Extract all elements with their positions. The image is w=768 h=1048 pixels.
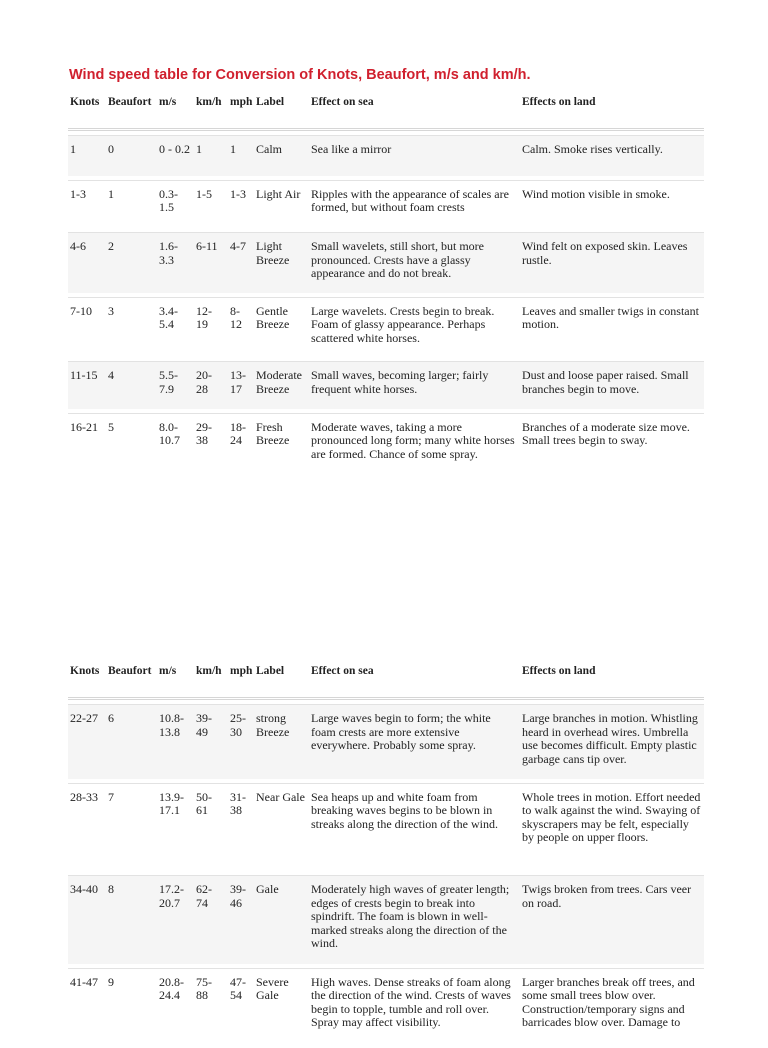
cell-mph: 18- 24 xyxy=(228,413,254,473)
table-row xyxy=(68,136,704,176)
wind-table-1 xyxy=(68,96,704,473)
cell-knots: 34-40 xyxy=(68,876,106,964)
cell-effect-land: Leaves and smaller twigs in constant motion. xyxy=(520,297,704,357)
cell-knots: 1-3 xyxy=(68,180,106,228)
table-row xyxy=(68,362,704,409)
cell-mph: 1 xyxy=(228,136,254,176)
cell-effect-sea: Large wavelets. Crests begin to break. Foam of glassy appearance. Perhaps scattered white horses. xyxy=(309,297,520,357)
cell-beaufort: 6 xyxy=(106,705,157,779)
header-label: Label xyxy=(254,96,309,130)
header-kmh: km/h xyxy=(194,665,228,699)
cell-ms: 8.0- 10.7 xyxy=(157,413,194,473)
cell-effect-sea: Small wavelets, still short, but more pronounced. Crests have a glassy appearance and do not break. xyxy=(309,233,520,293)
cell-label: strong Breeze xyxy=(254,705,309,779)
cell-effect-land: Dust and loose paper raised. Small branches begin to move. xyxy=(520,362,704,409)
cell-kmh: 75- 88 xyxy=(194,968,228,1048)
cell-effect-sea: Sea like a mirror xyxy=(309,136,520,176)
cell-ms: 20.8- 24.4 xyxy=(157,968,194,1048)
cell-knots: 4-6 xyxy=(68,233,106,293)
cell-ms: 0.3- 1.5 xyxy=(157,180,194,228)
cell-effect-land: Wind motion visible in smoke. xyxy=(520,180,704,228)
cell-effect-land: Branches of a moderate size move. Small trees begin to sway. xyxy=(520,413,704,473)
page-title: Wind speed table for Conversion of Knots, Beaufort, m/s and km/h. xyxy=(69,67,531,83)
cell-label: Near Gale xyxy=(254,783,309,871)
cell-mph: 1-3 xyxy=(228,180,254,228)
cell-beaufort: 5 xyxy=(106,413,157,473)
cell-label: Moderate Breeze xyxy=(254,362,309,409)
cell-knots: 7-10 xyxy=(68,297,106,357)
header-kmh: km/h xyxy=(194,96,228,130)
header-ms: m/s xyxy=(157,665,194,699)
cell-effect-land: Wind felt on exposed skin. Leaves rustle. xyxy=(520,233,704,293)
table-row xyxy=(68,968,704,1048)
cell-effect-sea: Moderate waves, taking a more pronounced long form; many white horses are formed. Chance of some spray. xyxy=(309,413,520,473)
cell-label: Light Air xyxy=(254,180,309,228)
cell-kmh: 1-5 xyxy=(194,180,228,228)
cell-kmh: 39- 49 xyxy=(194,705,228,779)
cell-label: Fresh Breeze xyxy=(254,413,309,473)
cell-beaufort: 7 xyxy=(106,783,157,871)
cell-mph: 13- 17 xyxy=(228,362,254,409)
cell-label: Light Breeze xyxy=(254,233,309,293)
cell-ms: 10.8- 13.8 xyxy=(157,705,194,779)
cell-effect-sea: High waves. Dense streaks of foam along the direction of the wind. Crests of waves begin to topple, tumble and roll over. Spray may affect visibility. xyxy=(309,968,520,1048)
header-label: Label xyxy=(254,665,309,699)
cell-kmh: 62- 74 xyxy=(194,876,228,964)
cell-kmh: 50- 61 xyxy=(194,783,228,871)
cell-beaufort: 8 xyxy=(106,876,157,964)
header-effect-land: Effects on land xyxy=(520,96,704,130)
table-row xyxy=(68,876,704,964)
cell-effect-sea: Large waves begin to form; the white foam crests are more extensive everywhere. Probably some spray. xyxy=(309,705,520,779)
cell-ms: 5.5- 7.9 xyxy=(157,362,194,409)
cell-beaufort: 9 xyxy=(106,968,157,1048)
cell-label: Severe Gale xyxy=(254,968,309,1048)
cell-mph: 8-12 xyxy=(228,297,254,357)
cell-label: Calm xyxy=(254,136,309,176)
cell-knots: 11-15 xyxy=(68,362,106,409)
cell-beaufort: 2 xyxy=(106,233,157,293)
cell-knots: 1 xyxy=(68,136,106,176)
cell-ms: 13.9- 17.1 xyxy=(157,783,194,871)
cell-kmh: 6-11 xyxy=(194,233,228,293)
header-mph: mph xyxy=(228,96,254,130)
header-effect-land: Effects on land xyxy=(520,665,704,699)
header-knots: Knots xyxy=(68,665,106,699)
cell-kmh: 29- 38 xyxy=(194,413,228,473)
cell-mph: 47- 54 xyxy=(228,968,254,1048)
cell-effect-sea: Sea heaps up and white foam from breaking waves begins to be blown in streaks along the direction of the wind. xyxy=(309,783,520,871)
table-row xyxy=(68,783,704,871)
header-mph: mph xyxy=(228,665,254,699)
header-effect-sea: Effect on sea xyxy=(309,665,520,699)
header-row xyxy=(68,665,704,699)
cell-knots: 41-47 xyxy=(68,968,106,1048)
cell-mph: 4-7 xyxy=(228,233,254,293)
cell-kmh: 12- 19 xyxy=(194,297,228,357)
cell-effect-land: Twigs broken from trees. Cars veer on road. xyxy=(520,876,704,964)
cell-beaufort: 4 xyxy=(106,362,157,409)
cell-effect-land: Calm. Smoke rises vertically. xyxy=(520,136,704,176)
cell-ms: 1.6- 3.3 xyxy=(157,233,194,293)
cell-effect-sea: Moderately high waves of greater length; edges of crests begin to break into spindrift. The foam is blown in well-marked streaks along the direction of the wind. xyxy=(309,876,520,964)
header-knots: Knots xyxy=(68,96,106,130)
cell-mph: 25- 30 xyxy=(228,705,254,779)
header-beaufort: Beaufort xyxy=(106,96,157,130)
header-ms: m/s xyxy=(157,96,194,130)
wind-table-2 xyxy=(68,665,704,1048)
table-row xyxy=(68,233,704,293)
cell-ms: 3.4- 5.4 xyxy=(157,297,194,357)
cell-kmh: 20- 28 xyxy=(194,362,228,409)
cell-label: Gale xyxy=(254,876,309,964)
cell-beaufort: 0 xyxy=(106,136,157,176)
cell-label: Gentle Breeze xyxy=(254,297,309,357)
table-row xyxy=(68,297,704,357)
cell-effect-land: Large branches in motion. Whistling heard in overhead wires. Umbrella use becomes difficult. Empty plastic garbage cans tip over. xyxy=(520,705,704,779)
cell-effect-sea: Small waves, becoming larger; fairly frequent white horses. xyxy=(309,362,520,409)
cell-kmh: 1 xyxy=(194,136,228,176)
cell-effect-land: Whole trees in motion. Effort needed to walk against the wind. Swaying of skyscrapers may be felt, especially by people on upper floors. xyxy=(520,783,704,871)
header-beaufort: Beaufort xyxy=(106,665,157,699)
table-row xyxy=(68,705,704,779)
cell-mph: 31- 38 xyxy=(228,783,254,871)
cell-ms: 0 - 0.2 xyxy=(157,136,194,176)
cell-ms: 17.2- 20.7 xyxy=(157,876,194,964)
cell-knots: 22-27 xyxy=(68,705,106,779)
cell-effect-land: Larger branches break off trees, and some small trees blow over. Construction/temporary signs and barricades blow over. Damage to xyxy=(520,968,704,1048)
table-row xyxy=(68,413,704,473)
cell-knots: 28-33 xyxy=(68,783,106,871)
cell-beaufort: 3 xyxy=(106,297,157,357)
header-row xyxy=(68,96,704,130)
cell-knots: 16-21 xyxy=(68,413,106,473)
cell-effect-sea: Ripples with the appearance of scales are formed, but without foam crests xyxy=(309,180,520,228)
table-row xyxy=(68,180,704,228)
cell-beaufort: 1 xyxy=(106,180,157,228)
header-effect-sea: Effect on sea xyxy=(309,96,520,130)
cell-mph: 39- 46 xyxy=(228,876,254,964)
